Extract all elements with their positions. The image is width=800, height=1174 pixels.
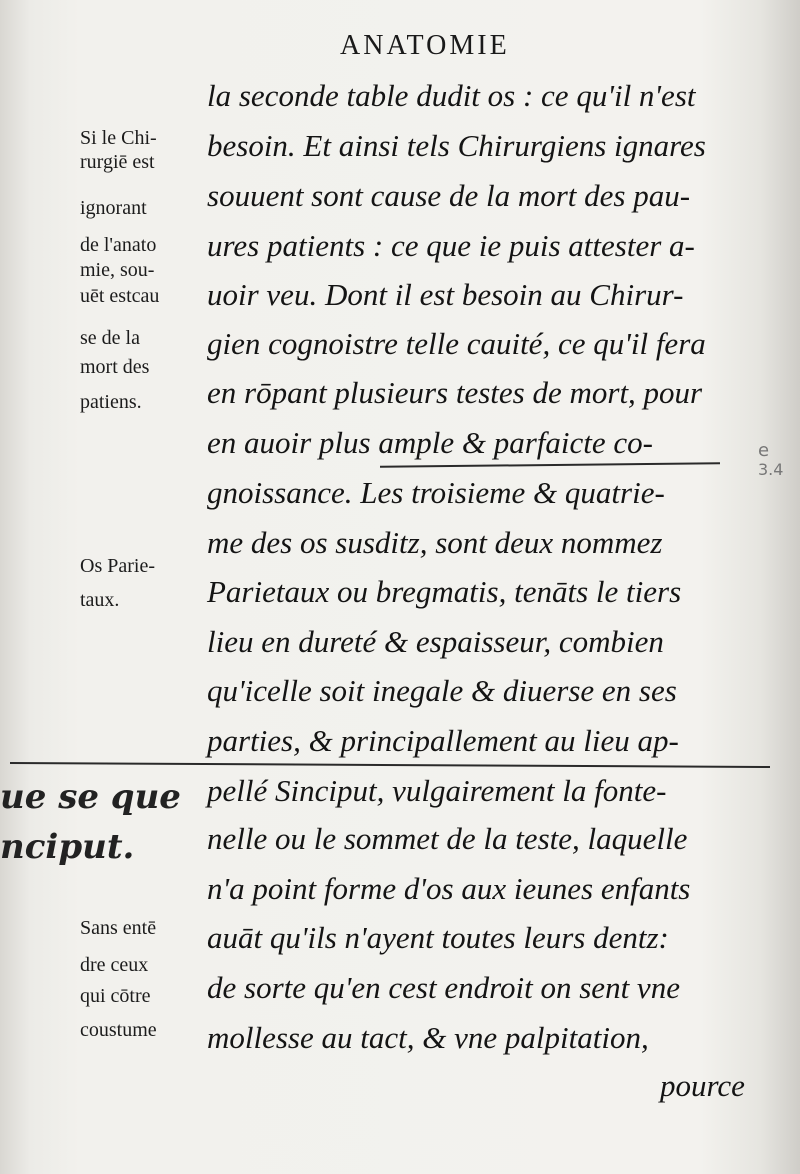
margin-note-line: mort des (80, 356, 150, 378)
margin-note-line: ignorant (80, 197, 147, 219)
handwritten-note: nciput. (0, 827, 135, 867)
margin-note-line: Sans entē (80, 917, 157, 939)
margin-note-line: uēt estcau (80, 285, 160, 307)
text-line: parties, & principallement au lieu ap- (207, 723, 679, 758)
margin-note-line: Si le Chi- (80, 127, 157, 149)
ink-underline (10, 762, 770, 768)
text-line: auāt qu'ils n'ayent toutes leurs dentz: (207, 920, 669, 955)
margin-note-line: qui cōtre (80, 985, 151, 1007)
margin-note-line: coustume (80, 1019, 157, 1041)
text-line: la seconde table dudit os : ce qu'il n'est (207, 78, 696, 113)
margin-note-line: mie, sou- (80, 259, 155, 281)
margin-note-line: taux. (80, 589, 120, 611)
text-line: gien cognoistre telle cauité, ce qu'il fera (207, 326, 706, 361)
margin-note-line: dre ceux (80, 954, 149, 976)
text-line: mollesse au tact, & vne palpitation, (207, 1020, 649, 1055)
text-line: me des os susditz, sont deux nommez (207, 525, 663, 560)
text-line: uoir veu. Dont il est besoin au Chirur- (207, 277, 684, 312)
text-line: ures patients : ce que ie puis attester a- (207, 228, 695, 263)
text-line: gnoissance. Les troisieme & quatrie- (207, 475, 665, 510)
text-line: qu'icelle soit inegale & diuerse en ses (207, 673, 677, 708)
margin-note-line: patiens. (80, 391, 142, 413)
text-line: de sorte qu'en cest endroit on sent vne (207, 970, 680, 1005)
ink-underline (380, 462, 720, 468)
text-line: en auoir plus ample & parfaicte co- (207, 425, 653, 460)
text-line: Parietaux ou bregmatis, tenāts le tiers (207, 574, 682, 609)
margin-note-line: se de la (80, 327, 140, 349)
marginal-mark: 3.4 (758, 460, 784, 479)
running-head: ANATOMIE (340, 30, 510, 61)
catchword: pource (660, 1068, 745, 1103)
text-line: lieu en dureté & espaisseur, combien (207, 624, 664, 659)
text-line: nelle ou le sommet de la teste, laquelle (207, 821, 688, 856)
handwritten-note: ue se que (0, 777, 181, 817)
margin-note-line: de l'anato (80, 234, 157, 256)
text-line: pellé Sinciput, vulgairement la fonte- (207, 773, 667, 808)
text-line: n'a point forme d'os aux ieunes enfants (207, 871, 691, 906)
text-line: souuent sont cause de la mort des pau- (207, 178, 691, 213)
text-line: en rōpant plusieurs testes de mort, pour (207, 375, 703, 410)
margin-note-line: Os Parie- (80, 555, 155, 577)
marginal-mark: e (758, 440, 770, 461)
text-line: besoin. Et ainsi tels Chirurgiens ignares (207, 128, 706, 163)
margin-note-line: rurgiē est (80, 151, 155, 173)
